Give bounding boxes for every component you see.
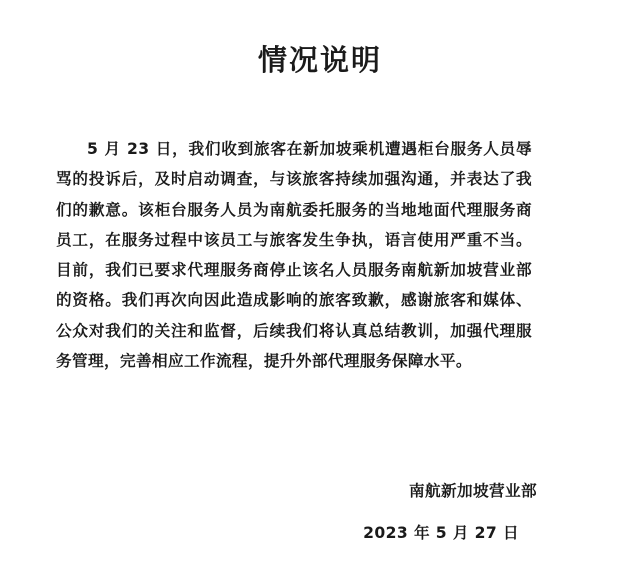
signature-organization: 南航新加坡营业部 [409,482,537,500]
document-title: 情况说明 [257,43,382,77]
statement-body-paragraph: 5 月 23 日，我们收到旅客在新加坡乘机遭遇柜台服务人员辱骂的投诉后，及时启动调查，与该旅客持续加强沟通，并表达了我们的歉意。该柜台服务人员为南航委托服务的当地地面代理服务商员工，在服务过程中该员工与旅客发生争执，语言使用严重不当。目前，我们已要求代理服务商停止该名人员服务南航新加坡营业部的资格。我们再次向因此造成影响的旅客致歉，感谢旅客和媒体、公众对我们的关注和监督，后续我们将认真总结教训，加强代理服务管理，完善相应工作流程，提升外部代理服务保障水平。 [56,140,532,371]
signature-date: 2023 年 5 月 27 日 [363,524,519,542]
